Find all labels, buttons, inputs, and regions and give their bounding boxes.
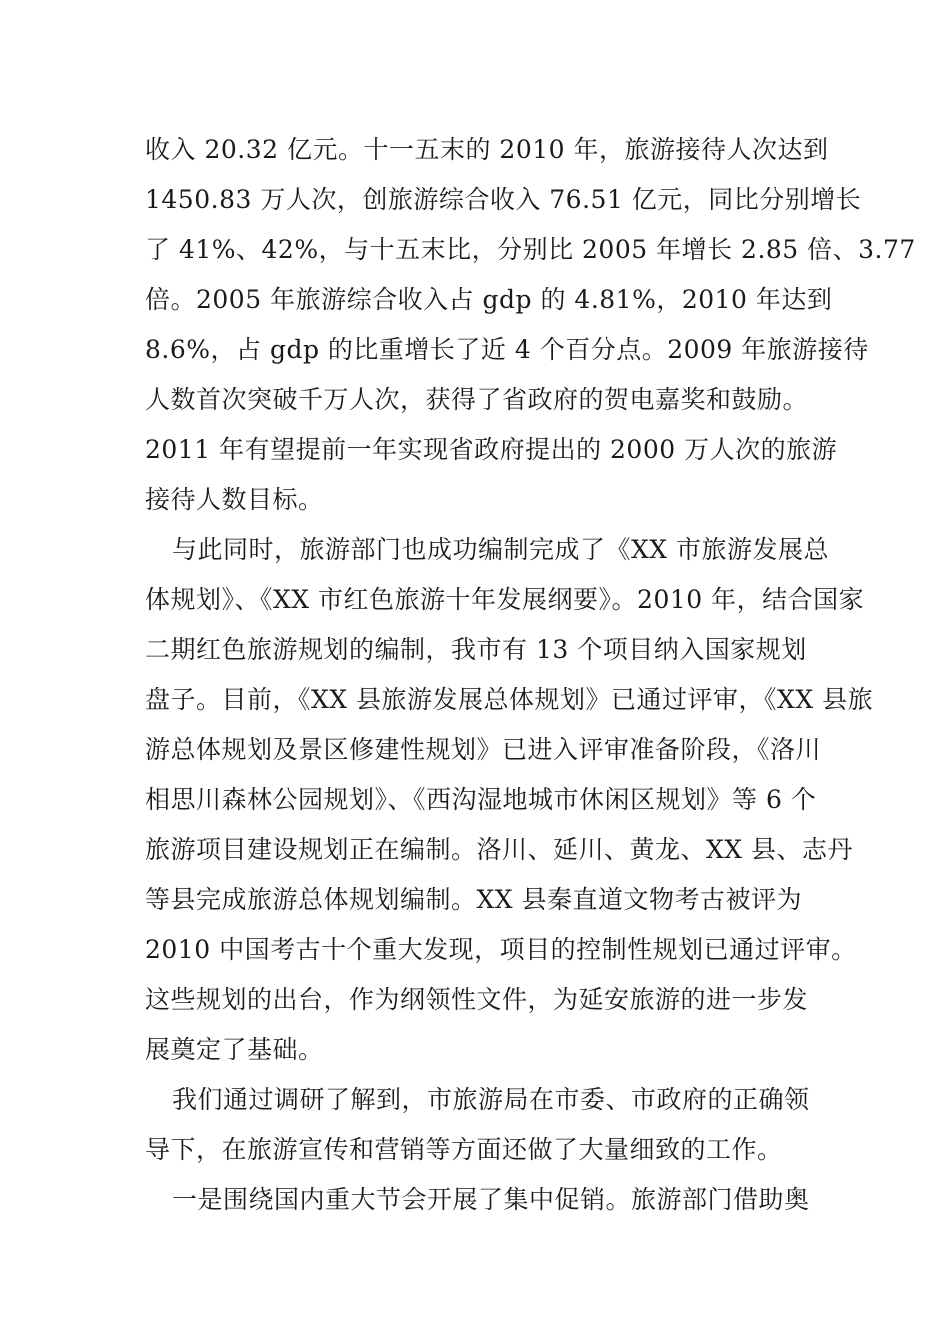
paragraph-2-line-5: 游总体规划及景区修建性规划》已进入评审准备阶段，《洛川 bbox=[145, 735, 822, 764]
paragraph-2-line-3: 二期红色旅游规划的编制，我市有 13 个项目纳入国家规划 bbox=[145, 635, 807, 664]
paragraph-2-line-8: 等县完成旅游总体规划编制。XX 县秦直道文物考古被评为 bbox=[145, 885, 803, 914]
paragraph-1-line-5: 8.6%，占 gdp 的比重增长了近 4 个百分点。2009 年旅游接待 bbox=[145, 335, 869, 364]
paragraph-1-line-7: 2011 年有望提前一年实现省政府提出的 2000 万人次的旅游 bbox=[145, 435, 838, 464]
paragraph-1-line-1: 收入 20.32 亿元。十一五末的 2010 年，旅游接待人次达到 bbox=[145, 135, 829, 164]
paragraph-2-line-1: 与此同时，旅游部门也成功编制完成了《XX 市旅游发展总 bbox=[172, 535, 830, 564]
paragraph-1-line-2: 1450.83 万人次，创旅游综合收入 76.51 亿元，同比分别增长 bbox=[145, 185, 862, 214]
paragraph-3-line-1: 我们通过调研了解到，市旅游局在市委、市政府的正确领 bbox=[172, 1085, 810, 1114]
paragraph-2-line-7: 旅游项目建设规划正在编制。洛川、延川、黄龙、XX 县、志丹 bbox=[145, 835, 854, 864]
paragraph-1-line-6: 人数首次突破千万人次，获得了省政府的贺电嘉奖和鼓励。 bbox=[145, 385, 809, 414]
paragraph-2-line-10: 这些规划的出台，作为纲领性文件，为延安旅游的进一步发 bbox=[145, 985, 809, 1014]
paragraph-2-line-2: 体规划》、《XX 市红色旅游十年发展纲要》。2010 年，结合国家 bbox=[145, 585, 865, 614]
paragraph-2-line-9: 2010 中国考古十个重大发现，项目的控制性规划已通过评审。 bbox=[145, 935, 857, 964]
paragraph-3-line-2: 导下，在旅游宣传和营销等方面还做了大量细致的工作。 bbox=[145, 1135, 783, 1164]
paragraph-2-line-6: 相思川森林公园规划》、《西沟湿地城市休闲区规划》等 6 个 bbox=[145, 785, 817, 814]
paragraph-2-line-11: 展奠定了基础。 bbox=[145, 1035, 324, 1064]
paragraph-1-line-8: 接待人数目标。 bbox=[145, 485, 324, 514]
paragraph-1-line-4: 倍。2005 年旅游综合收入占 gdp 的 4.81%，2010 年达到 bbox=[145, 285, 833, 314]
paragraph-2-line-4: 盘子。目前，《XX 县旅游发展总体规划》已通过评审，《XX 县旅 bbox=[145, 685, 874, 714]
paragraph-4-line-1: 一是围绕国内重大节会开展了集中促销。旅游部门借助奥 bbox=[172, 1185, 810, 1214]
paragraph-1-line-3: 了 41%、42%，与十五末比，分别比 2005 年增长 2.85 倍、3.77 bbox=[145, 235, 916, 264]
